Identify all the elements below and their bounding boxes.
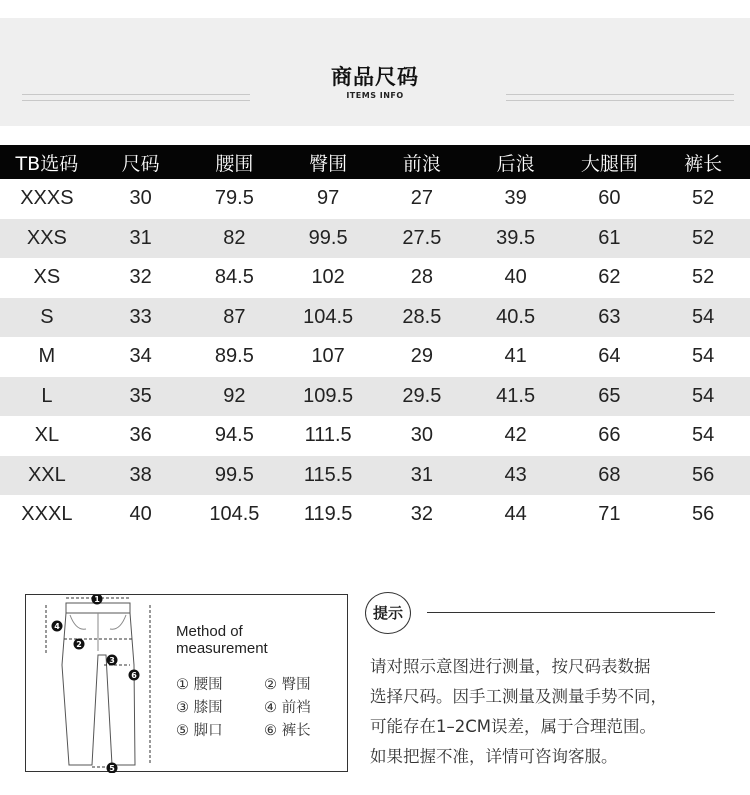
table-cell: 40.5 (469, 298, 563, 338)
tips-line: 可能存在1–2CM误差，属于合理范围。 (370, 717, 657, 736)
marker-label: 4 (54, 622, 60, 631)
table-cell: 52 (692, 187, 715, 210)
table-cell: 40 (129, 503, 152, 526)
table-cell: 61 (563, 219, 657, 259)
tips-text (370, 652, 745, 772)
tips-line: 选择尺码。因手工测量及测量手势不同， (370, 687, 667, 706)
table-cell: 94.5 (214, 424, 254, 447)
table-cell: 102 (311, 266, 345, 289)
table-cell: 52 (692, 266, 715, 289)
table-cell: 56 (692, 503, 715, 526)
table-cell: 39 (504, 187, 527, 210)
tips-line: 请对照示意图进行测量，按尺码表数据 (370, 657, 651, 676)
table-cell: 104.5 (281, 298, 375, 338)
section-subtitle: ITEMS INFO (346, 91, 404, 100)
table-cell: 56 (656, 456, 750, 496)
table-cell: 41.5 (469, 377, 563, 417)
table-cell: XXL (0, 456, 94, 496)
table-cell: 84.5 (214, 266, 254, 289)
table-cell: 71 (598, 503, 621, 526)
table-cell: 27.5 (375, 219, 469, 259)
table-cell: 32 (129, 266, 152, 289)
table-cell: 54 (656, 298, 750, 338)
table-cell: 99.5 (281, 219, 375, 259)
table-cell: 60 (598, 187, 621, 210)
table-cell: 36 (129, 424, 152, 447)
table-cell: 66 (598, 424, 621, 447)
table-cell: 111.5 (304, 424, 352, 447)
column-header: 后浪 (469, 145, 563, 179)
legend-item: ② 臀围 (264, 677, 311, 693)
table-row (0, 456, 750, 496)
table-row (0, 298, 750, 338)
table-row (0, 258, 750, 298)
table-cell: 28 (410, 266, 433, 289)
table-cell: M (38, 345, 56, 368)
section-header (0, 18, 750, 126)
marker-label: 3 (109, 656, 115, 665)
table-cell: 43 (469, 456, 563, 496)
column-header: TB选码 (0, 145, 94, 179)
table-cell: 30 (410, 424, 433, 447)
table-cell: 52 (656, 219, 750, 259)
table-cell: 28.5 (375, 298, 469, 338)
table-cell: XXS (0, 219, 94, 259)
table-cell: 54 (656, 377, 750, 417)
table-cell: 62 (598, 266, 621, 289)
table-cell: 29 (410, 345, 433, 368)
column-header: 裤长 (656, 145, 750, 179)
table-cell: 79.5 (214, 187, 254, 210)
column-header: 前浪 (375, 145, 469, 179)
column-header: 臀围 (281, 145, 375, 179)
table-cell: XXXL (21, 503, 73, 526)
table-cell: XS (33, 266, 61, 289)
table-cell: 35 (94, 377, 188, 417)
column-header: 尺码 (94, 145, 188, 179)
table-cell: 38 (94, 456, 188, 496)
table-cell: 87 (188, 298, 282, 338)
table-cell: 104.5 (209, 503, 260, 526)
table-cell: 54 (692, 345, 715, 368)
method-title-line: Method of (176, 623, 243, 640)
legend-item: ① 腰围 (176, 677, 223, 693)
table-cell: 42 (504, 424, 527, 447)
table-row (0, 337, 750, 377)
table-cell: 29.5 (375, 377, 469, 417)
table-cell: 44 (504, 503, 527, 526)
table-cell: XXXS (20, 187, 74, 210)
method-title (176, 623, 268, 657)
table-cell: 89.5 (214, 345, 254, 368)
table-cell: 39.5 (469, 219, 563, 259)
measurement-legend (176, 673, 346, 740)
table-cell: 63 (563, 298, 657, 338)
size-table (0, 145, 750, 535)
table-body (0, 179, 750, 535)
table-cell: 32 (410, 503, 433, 526)
table-row (0, 416, 750, 456)
table-cell: 107 (311, 345, 345, 368)
tips-line: 如果把握不准，详情可咨询客服。 (370, 747, 618, 766)
table-row (0, 179, 750, 219)
column-header: 大腿围 (563, 145, 657, 179)
table-cell: 68 (563, 456, 657, 496)
table-cell: 31 (94, 219, 188, 259)
table-row (0, 219, 750, 259)
section-title: 商品尺码 (331, 65, 419, 89)
table-cell: 34 (129, 345, 152, 368)
measurement-diagram (25, 594, 348, 772)
table-cell: L (0, 377, 94, 417)
table-cell: 27 (410, 187, 433, 210)
table-cell: 31 (375, 456, 469, 496)
tips-divider (427, 612, 715, 613)
table-row (0, 495, 750, 535)
table-cell: 64 (598, 345, 621, 368)
table-cell: 40 (504, 266, 527, 289)
legend-item: ⑤ 脚口 (176, 723, 223, 739)
table-cell: 30 (129, 187, 152, 210)
legend-item: ③ 膝围 (176, 700, 223, 716)
marker-label: 5 (109, 764, 115, 773)
table-cell: 97 (317, 187, 340, 210)
table-header-row (0, 145, 750, 179)
table-cell: 109.5 (281, 377, 375, 417)
table-cell: 33 (94, 298, 188, 338)
legend-item: ④ 前裆 (264, 700, 311, 716)
table-cell: 41 (504, 345, 527, 368)
table-cell: S (0, 298, 94, 338)
legend-item: ⑥ 裤长 (264, 723, 311, 739)
method-title-line: measurement (176, 640, 268, 657)
table-cell: 99.5 (188, 456, 282, 496)
table-cell: 54 (692, 424, 715, 447)
table-row (0, 377, 750, 417)
marker-label: 1 (94, 595, 100, 604)
marker-label: 2 (76, 640, 82, 649)
marker-label: 6 (131, 671, 137, 680)
table-cell: 82 (188, 219, 282, 259)
tips-badge: 提示 (365, 592, 411, 634)
table-cell: 65 (563, 377, 657, 417)
table-cell: 115.5 (281, 456, 375, 496)
column-header: 腰围 (188, 145, 282, 179)
table-cell: 119.5 (303, 503, 353, 526)
table-cell: XL (34, 424, 60, 447)
table-cell: 92 (188, 377, 282, 417)
